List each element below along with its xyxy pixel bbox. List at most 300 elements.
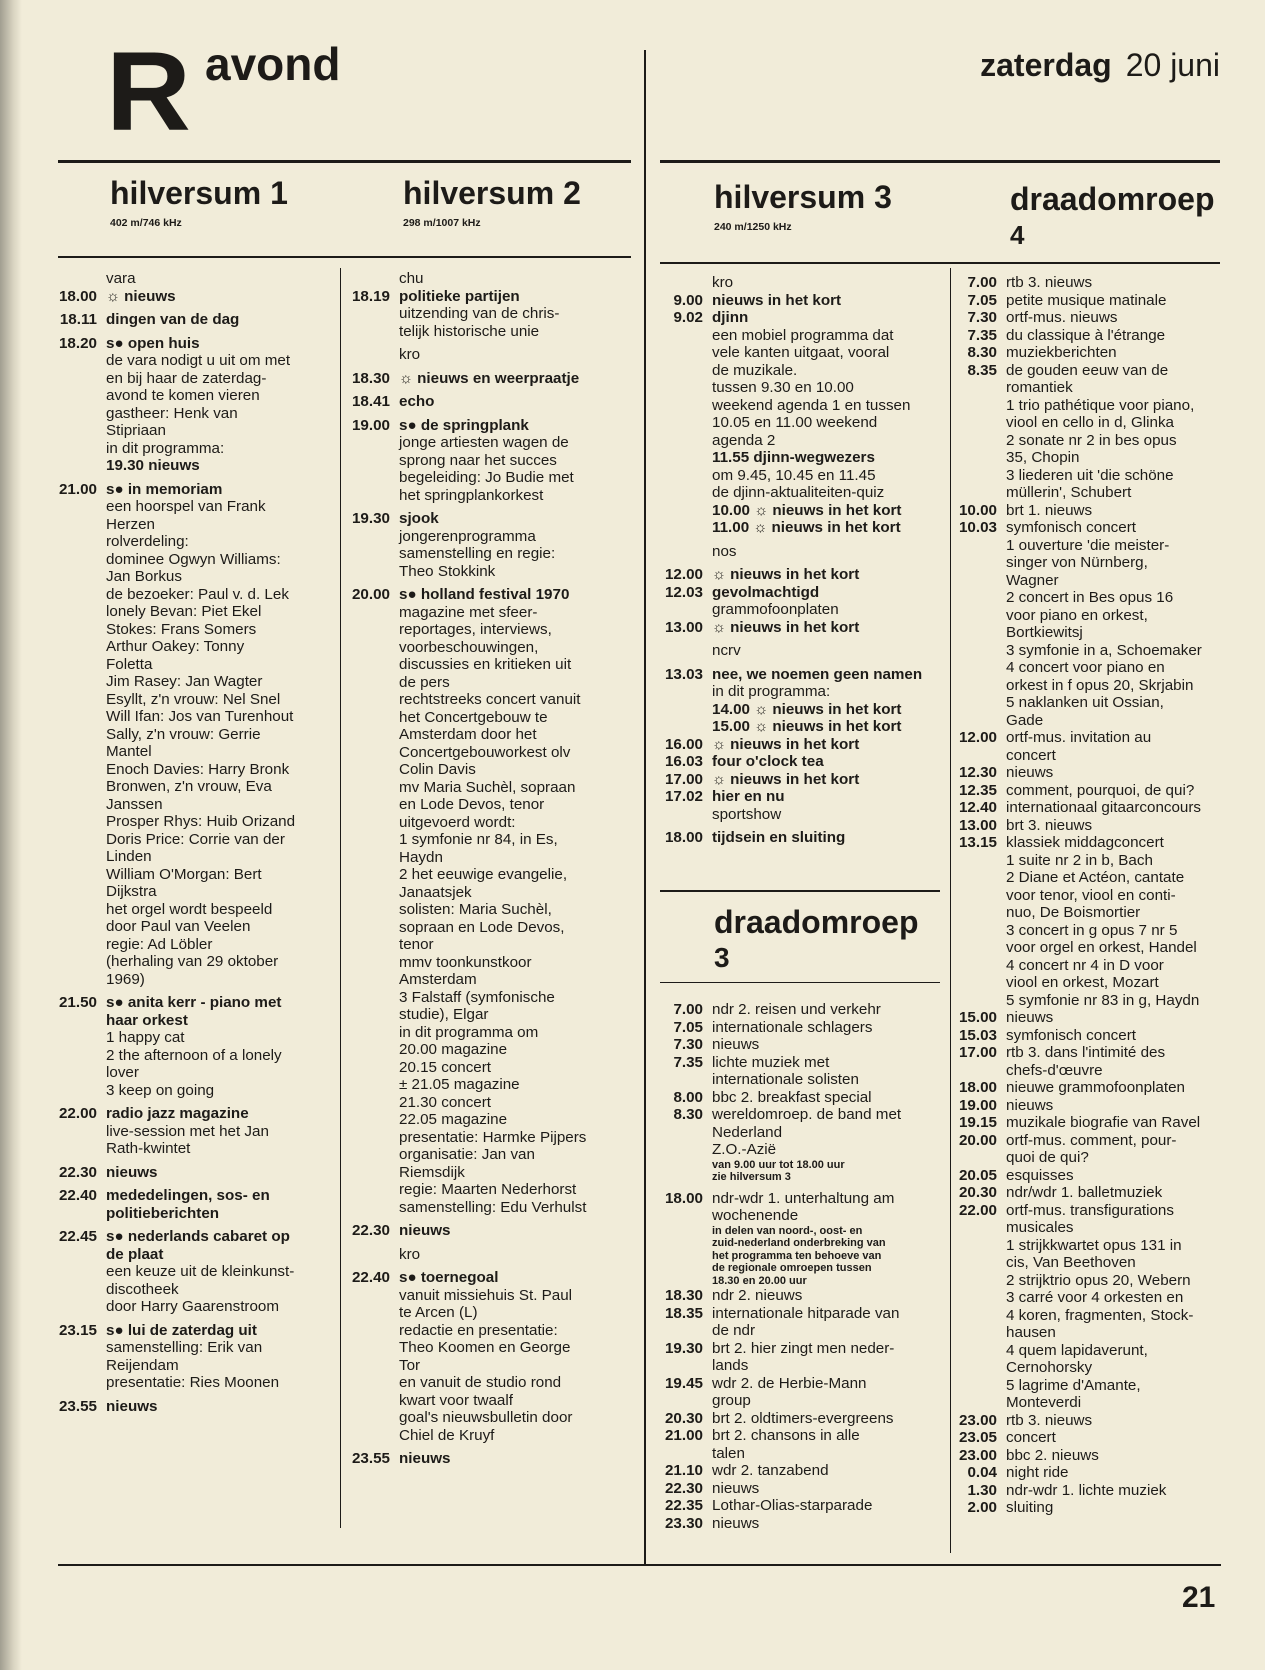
schedule-row — [55, 1105, 340, 1123]
schedule-row — [661, 274, 944, 292]
program-text: chu — [399, 270, 424, 287]
program-time — [955, 1272, 997, 1290]
program-time — [348, 796, 390, 814]
program-time — [661, 1171, 703, 1184]
program-time: 7.35 — [673, 1053, 703, 1071]
program-text: 1 symfonie nr 84, in Es, — [399, 831, 558, 848]
program-text: jongerenprogramma — [399, 527, 536, 545]
program-text: internationale hitparade van — [712, 1304, 900, 1322]
program-text: müllerin', Schubert — [1006, 484, 1132, 501]
schedule-row — [348, 1450, 630, 1468]
schedule-row — [55, 1322, 340, 1340]
station-hilversum-1-freq: 402 m/746 kHz — [110, 217, 182, 229]
program-time — [55, 1064, 97, 1082]
program-text: s● lui de zaterdag uit — [106, 1321, 257, 1339]
schedule-row — [661, 1410, 944, 1428]
schedule-row — [55, 1263, 340, 1281]
program-text: telijk historische unie — [399, 322, 540, 340]
program-text: 15.00 ☼ nieuws in het kort — [712, 718, 902, 735]
program-time: 22.30 — [664, 1479, 703, 1497]
schedule-row — [955, 799, 1243, 817]
program-text: bbc 2. nieuws — [1006, 1446, 1099, 1464]
schedule-row — [55, 1012, 340, 1030]
program-time — [955, 589, 997, 607]
program-time — [55, 270, 97, 288]
program-time — [348, 1427, 390, 1445]
program-text: internationaal gitaarconcours — [1006, 799, 1202, 816]
station-draadomroep-3-name — [714, 905, 918, 975]
center-divider — [644, 50, 646, 1565]
program-time: 12.03 — [664, 583, 703, 601]
schedule-row — [55, 288, 340, 306]
schedule-row — [55, 778, 340, 796]
program-time — [661, 1445, 703, 1463]
program-time — [661, 1237, 703, 1250]
program-text: muzikale biografie van Ravel — [1006, 1114, 1201, 1131]
schedule-row — [661, 683, 944, 701]
program-time — [661, 414, 703, 432]
schedule-row — [661, 1375, 944, 1393]
schedule-row — [55, 1281, 340, 1299]
program-text: brt 2. hier zingt men neder- — [712, 1339, 895, 1357]
program-time: 13.00 — [958, 816, 997, 834]
program-time — [661, 1159, 703, 1172]
program-text: 3 symfonie in a, Schoemaker — [1006, 641, 1202, 659]
schedule-row — [955, 957, 1243, 975]
program-text: Bronwen, z'n vrouw, Eva — [106, 778, 272, 795]
program-time: 21.10 — [664, 1462, 703, 1479]
schedule-row — [955, 624, 1243, 642]
schedule-row — [661, 379, 944, 397]
schedule-row — [955, 344, 1243, 362]
schedule-row — [348, 744, 630, 762]
program-time — [55, 971, 97, 989]
schedule-row — [55, 1339, 340, 1357]
program-time: 15.00 — [958, 1009, 997, 1026]
schedule-row — [661, 601, 944, 619]
program-text: vanuit missiehuis St. Paul — [399, 1286, 573, 1304]
program-text: ndr 2. nieuws — [712, 1287, 803, 1304]
program-text: 4 concert nr 4 in D voor — [1006, 956, 1164, 974]
program-time — [955, 659, 997, 677]
schedule-row — [348, 831, 630, 849]
program-text: ☼ nieuws en weerpraatje — [399, 369, 580, 387]
program-text: four o'clock tea — [712, 753, 824, 770]
program-text: 3 Falstaff (symfonische — [399, 988, 555, 1006]
schedule-row — [955, 992, 1243, 1010]
program-time — [348, 434, 390, 452]
program-text: live-session met het Jan — [106, 1122, 269, 1140]
program-time — [661, 379, 703, 397]
program-time — [55, 568, 97, 586]
program-text: nos — [712, 542, 737, 560]
schedule-row — [348, 796, 630, 814]
schedule-row — [55, 422, 340, 440]
schedule-row — [661, 344, 944, 362]
schedule-row — [348, 563, 630, 581]
schedule-row — [661, 327, 944, 345]
program-time — [661, 1250, 703, 1263]
program-text: nieuws — [106, 1397, 158, 1415]
draadomroep-4-schedule — [955, 274, 1243, 1517]
program-text: jonge artiesten wagen de — [399, 434, 569, 451]
schedule-row — [348, 1339, 630, 1357]
program-text: mv Maria Suchèl, sopraan — [399, 778, 576, 796]
schedule-row — [348, 709, 630, 727]
program-text: mededelingen, sos- en — [106, 1187, 270, 1204]
program-text: 3 keep on going — [106, 1081, 215, 1099]
program-time — [955, 467, 997, 485]
program-text: tussen 9.30 en 10.00 — [712, 379, 854, 396]
program-time — [55, 422, 97, 440]
program-time — [661, 601, 703, 619]
program-text: het Concertgebouw te — [399, 708, 548, 726]
program-time — [348, 1059, 390, 1077]
program-text: Reijendam — [106, 1356, 179, 1374]
program-time — [955, 1342, 997, 1360]
program-text: avond te komen vieren — [106, 387, 260, 404]
program-text: nieuws — [106, 1163, 158, 1181]
program-text: William O'Morgan: Bert — [106, 865, 262, 883]
program-time — [955, 1062, 997, 1080]
date-value: 20 juni — [1125, 47, 1220, 83]
schedule-row — [55, 743, 340, 761]
program-time: 13.15 — [958, 834, 997, 851]
program-text: du classique à l'étrange — [1006, 326, 1166, 344]
program-time: 12.35 — [958, 781, 997, 799]
schedule-row — [661, 1089, 944, 1107]
page-edge-shadow — [0, 0, 22, 1670]
schedule-row — [661, 414, 944, 432]
schedule-row — [55, 1357, 340, 1375]
program-time — [955, 1219, 997, 1237]
schedule-row — [955, 1324, 1243, 1342]
program-time — [955, 414, 997, 432]
schedule-row — [348, 674, 630, 692]
program-time — [348, 1339, 390, 1357]
schedule-row — [348, 621, 630, 639]
schedule-row — [55, 481, 340, 499]
program-time — [348, 1076, 390, 1094]
program-time: 23.30 — [664, 1514, 703, 1532]
draadomroep-3-line1: draadomroep — [714, 904, 919, 940]
program-time — [348, 674, 390, 692]
schedule-row — [661, 1141, 944, 1159]
schedule-row — [348, 1199, 630, 1217]
program-time — [55, 1357, 97, 1375]
program-time — [661, 362, 703, 380]
program-time — [348, 323, 390, 341]
program-time: 22.00 — [58, 1105, 97, 1122]
program-text: romantiek — [1006, 379, 1073, 396]
program-time — [661, 397, 703, 415]
schedule-row — [55, 621, 340, 639]
program-text: Monteverdi — [1006, 1394, 1082, 1411]
schedule-row — [661, 1054, 944, 1072]
program-time — [348, 971, 390, 989]
schedule-row — [955, 1447, 1243, 1465]
schedule-row — [955, 1377, 1243, 1395]
program-text: orkest in f opus 20, Skrjabin — [1006, 676, 1194, 694]
program-time: 16.00 — [664, 735, 703, 753]
program-text: gevolmachtigd — [712, 583, 820, 601]
schedule-row — [661, 543, 944, 561]
schedule-row — [955, 379, 1243, 397]
program-time — [661, 806, 703, 824]
schedule-row — [661, 1357, 944, 1375]
program-text: Nederland — [712, 1123, 783, 1141]
program-text: nieuws — [399, 1222, 451, 1239]
program-time — [348, 1129, 390, 1147]
program-text: 4 koren, fragmenten, Stock- — [1006, 1306, 1194, 1324]
program-time — [955, 1359, 997, 1377]
program-text: 3 carré voor 4 orkesten en — [1006, 1289, 1184, 1306]
program-text: 4 concert voor piano en — [1006, 659, 1165, 676]
program-text: brt 3. nieuws — [1006, 816, 1093, 834]
program-time: 20.05 — [958, 1166, 997, 1184]
program-time — [348, 270, 390, 288]
schedule-row — [348, 417, 630, 435]
program-time: 23.05 — [958, 1429, 997, 1446]
schedule-row — [348, 936, 630, 954]
schedule-row — [955, 729, 1243, 747]
schedule-row — [55, 551, 340, 569]
draadomroep-3-line2: 3 — [714, 942, 730, 973]
program-time — [348, 621, 390, 639]
schedule-row — [955, 1184, 1243, 1202]
program-text: 2 concert in Bes opus 16 — [1006, 589, 1174, 606]
program-time — [348, 1006, 390, 1024]
program-time — [55, 405, 97, 423]
program-time — [55, 813, 97, 831]
program-text: rolverdeling: — [106, 533, 189, 550]
schedule-row — [348, 1181, 630, 1199]
schedule-row — [955, 1412, 1243, 1430]
program-time: 1.30 — [967, 1481, 997, 1499]
program-time — [348, 1181, 390, 1199]
schedule-row — [348, 1146, 630, 1164]
program-text: een keuze uit de kleinkunst- — [106, 1263, 295, 1280]
program-text: kro — [712, 274, 734, 291]
schedule-row — [955, 1009, 1243, 1027]
program-time — [348, 1287, 390, 1305]
schedule-row — [955, 1079, 1243, 1097]
section-title: avond — [205, 38, 341, 90]
header-rule-right — [660, 262, 1220, 264]
program-time: 9.00 — [673, 291, 703, 309]
schedule-row — [348, 866, 630, 884]
program-text: ☼ nieuws in het kort — [712, 770, 860, 788]
schedule-row — [955, 1062, 1243, 1080]
program-time — [661, 467, 703, 485]
schedule-row — [955, 747, 1243, 765]
program-time — [955, 554, 997, 572]
program-time: 8.35 — [967, 361, 997, 379]
schedule-row — [955, 1027, 1243, 1045]
schedule-row — [661, 829, 944, 847]
program-text: singer von Nürnberg, — [1006, 554, 1148, 571]
program-time: 18.20 — [58, 334, 97, 352]
program-time — [55, 1281, 97, 1299]
program-text: Lothar-Olias-starparade — [712, 1497, 873, 1514]
page-number: 21 — [1182, 1581, 1216, 1614]
program-time — [348, 691, 390, 709]
schedule-row — [955, 1219, 1243, 1237]
program-text: 11.55 djinn-wegwezers — [712, 449, 875, 466]
program-time: 16.03 — [664, 753, 703, 770]
schedule-row — [348, 779, 630, 797]
program-time: 8.30 — [967, 344, 997, 361]
program-time: 18.00 — [664, 1189, 703, 1207]
program-time: 17.02 — [664, 788, 703, 805]
schedule-row — [661, 771, 944, 789]
program-text: chefs-d'œuvre — [1006, 1061, 1103, 1079]
program-time: 13.00 — [664, 618, 703, 636]
program-time: 15.03 — [958, 1026, 997, 1044]
program-time — [348, 452, 390, 470]
schedule-row — [661, 1515, 944, 1533]
program-time — [55, 1263, 97, 1281]
schedule-row — [348, 884, 630, 902]
program-text: ndr 2. reisen und verkehr — [712, 1001, 881, 1018]
column-divider-right — [950, 268, 951, 1553]
schedule-row — [955, 1114, 1243, 1132]
schedule-row — [55, 1140, 340, 1158]
program-text: sjook — [399, 510, 439, 527]
program-text: wochenende — [712, 1207, 799, 1224]
schedule-row — [55, 831, 340, 849]
program-time — [348, 1392, 390, 1410]
schedule-row — [661, 502, 944, 520]
program-time — [55, 901, 97, 919]
program-text: nieuws — [712, 1036, 760, 1053]
schedule-row — [55, 1123, 340, 1141]
program-text: Herzen — [106, 515, 155, 533]
program-text: s● open huis — [106, 334, 200, 352]
program-time: 18.30 — [351, 369, 390, 387]
schedule-row — [55, 1187, 340, 1205]
program-time: 7.35 — [967, 326, 997, 344]
schedule-row — [348, 954, 630, 972]
program-time — [661, 449, 703, 467]
program-text: om 9.45, 10.45 en 11.45 — [712, 466, 876, 484]
program-time: 20.30 — [664, 1409, 703, 1427]
schedule-row — [55, 691, 340, 709]
schedule-row — [955, 677, 1243, 695]
program-text: 19.30 nieuws — [106, 457, 200, 474]
schedule-row — [955, 1202, 1243, 1220]
program-time — [55, 866, 97, 884]
schedule-row — [955, 327, 1243, 345]
program-time — [955, 537, 997, 555]
schedule-row — [661, 736, 944, 754]
program-time: 17.00 — [958, 1044, 997, 1061]
program-time — [55, 352, 97, 370]
program-time — [55, 1298, 97, 1316]
program-time — [55, 673, 97, 691]
schedule-row — [955, 572, 1243, 590]
schedule-row — [955, 484, 1243, 502]
schedule-row — [661, 449, 944, 467]
program-text: wereldomroep. de band met — [712, 1106, 902, 1123]
schedule-row — [661, 1124, 944, 1142]
program-text: een mobiel programma dat — [712, 326, 894, 344]
program-text: regie: Ad Löbler — [106, 935, 213, 953]
schedule-row — [55, 883, 340, 901]
program-time — [955, 572, 997, 590]
schedule-row — [955, 589, 1243, 607]
program-time — [661, 718, 703, 736]
program-time: 12.40 — [958, 799, 997, 816]
schedule-row — [955, 1429, 1243, 1447]
schedule-row — [55, 1374, 340, 1392]
program-text: 4 quem lapidaverunt, — [1006, 1341, 1148, 1359]
schedule-row — [55, 708, 340, 726]
program-time: 23.15 — [58, 1321, 97, 1339]
program-time: 7.05 — [673, 1018, 703, 1036]
program-text: Haydn — [399, 848, 443, 866]
program-text: Colin Davis — [399, 761, 476, 778]
schedule-row — [955, 869, 1243, 887]
program-time — [55, 586, 97, 604]
schedule-row — [348, 1409, 630, 1427]
program-time — [348, 866, 390, 884]
program-text: en bij haar de zaterdag- — [106, 369, 267, 387]
schedule-row — [955, 449, 1243, 467]
hilversum-1-schedule — [55, 270, 340, 1415]
program-text: 2 strijktrio opus 20, Webern — [1006, 1271, 1191, 1289]
schedule-row — [955, 467, 1243, 485]
program-text: talen — [712, 1444, 745, 1462]
schedule-row — [348, 1269, 630, 1287]
program-time — [955, 1394, 997, 1412]
schedule-row — [955, 309, 1243, 327]
program-text: internationale schlagers — [712, 1018, 873, 1036]
program-text: ± 21.05 magazine — [399, 1076, 520, 1093]
program-text: kro — [399, 1245, 421, 1263]
program-text: s● de springplank — [399, 416, 529, 434]
schedule-row — [661, 806, 944, 824]
schedule-row — [55, 1082, 340, 1100]
program-text: internationale solisten — [712, 1071, 859, 1088]
program-time — [55, 551, 97, 569]
program-text: Riemsdijk — [399, 1163, 465, 1181]
program-text: tijdsein en sluiting — [712, 829, 846, 846]
program-text: Esyllt, z'n vrouw: Nel Snel — [106, 690, 281, 708]
program-text: het springplankorkest — [399, 486, 544, 504]
schedule-row — [955, 782, 1243, 800]
program-text: 22.05 magazine — [399, 1111, 508, 1128]
program-text: de djinn-aktualiteiten-quiz — [712, 484, 885, 501]
program-time — [55, 743, 97, 761]
schedule-row — [348, 604, 630, 622]
schedule-row — [955, 694, 1243, 712]
program-text: en Lode Devos, tenor — [399, 796, 545, 813]
schedule-row — [55, 796, 340, 814]
program-text: radio jazz magazine — [106, 1105, 249, 1122]
program-text: kwart voor twaalf — [399, 1391, 513, 1409]
program-time — [55, 440, 97, 458]
program-text: 20.15 concert — [399, 1058, 492, 1076]
program-time — [55, 1082, 97, 1100]
schedule-row — [661, 1106, 944, 1124]
program-text: Will Ifan: Jos van Turenhout — [106, 708, 294, 725]
program-text: politieberichten — [106, 1204, 220, 1222]
program-time: 20.30 — [958, 1184, 997, 1201]
program-text: tenor — [399, 936, 434, 953]
program-time — [661, 701, 703, 719]
program-text: discussies en kritieken uit — [399, 656, 572, 673]
